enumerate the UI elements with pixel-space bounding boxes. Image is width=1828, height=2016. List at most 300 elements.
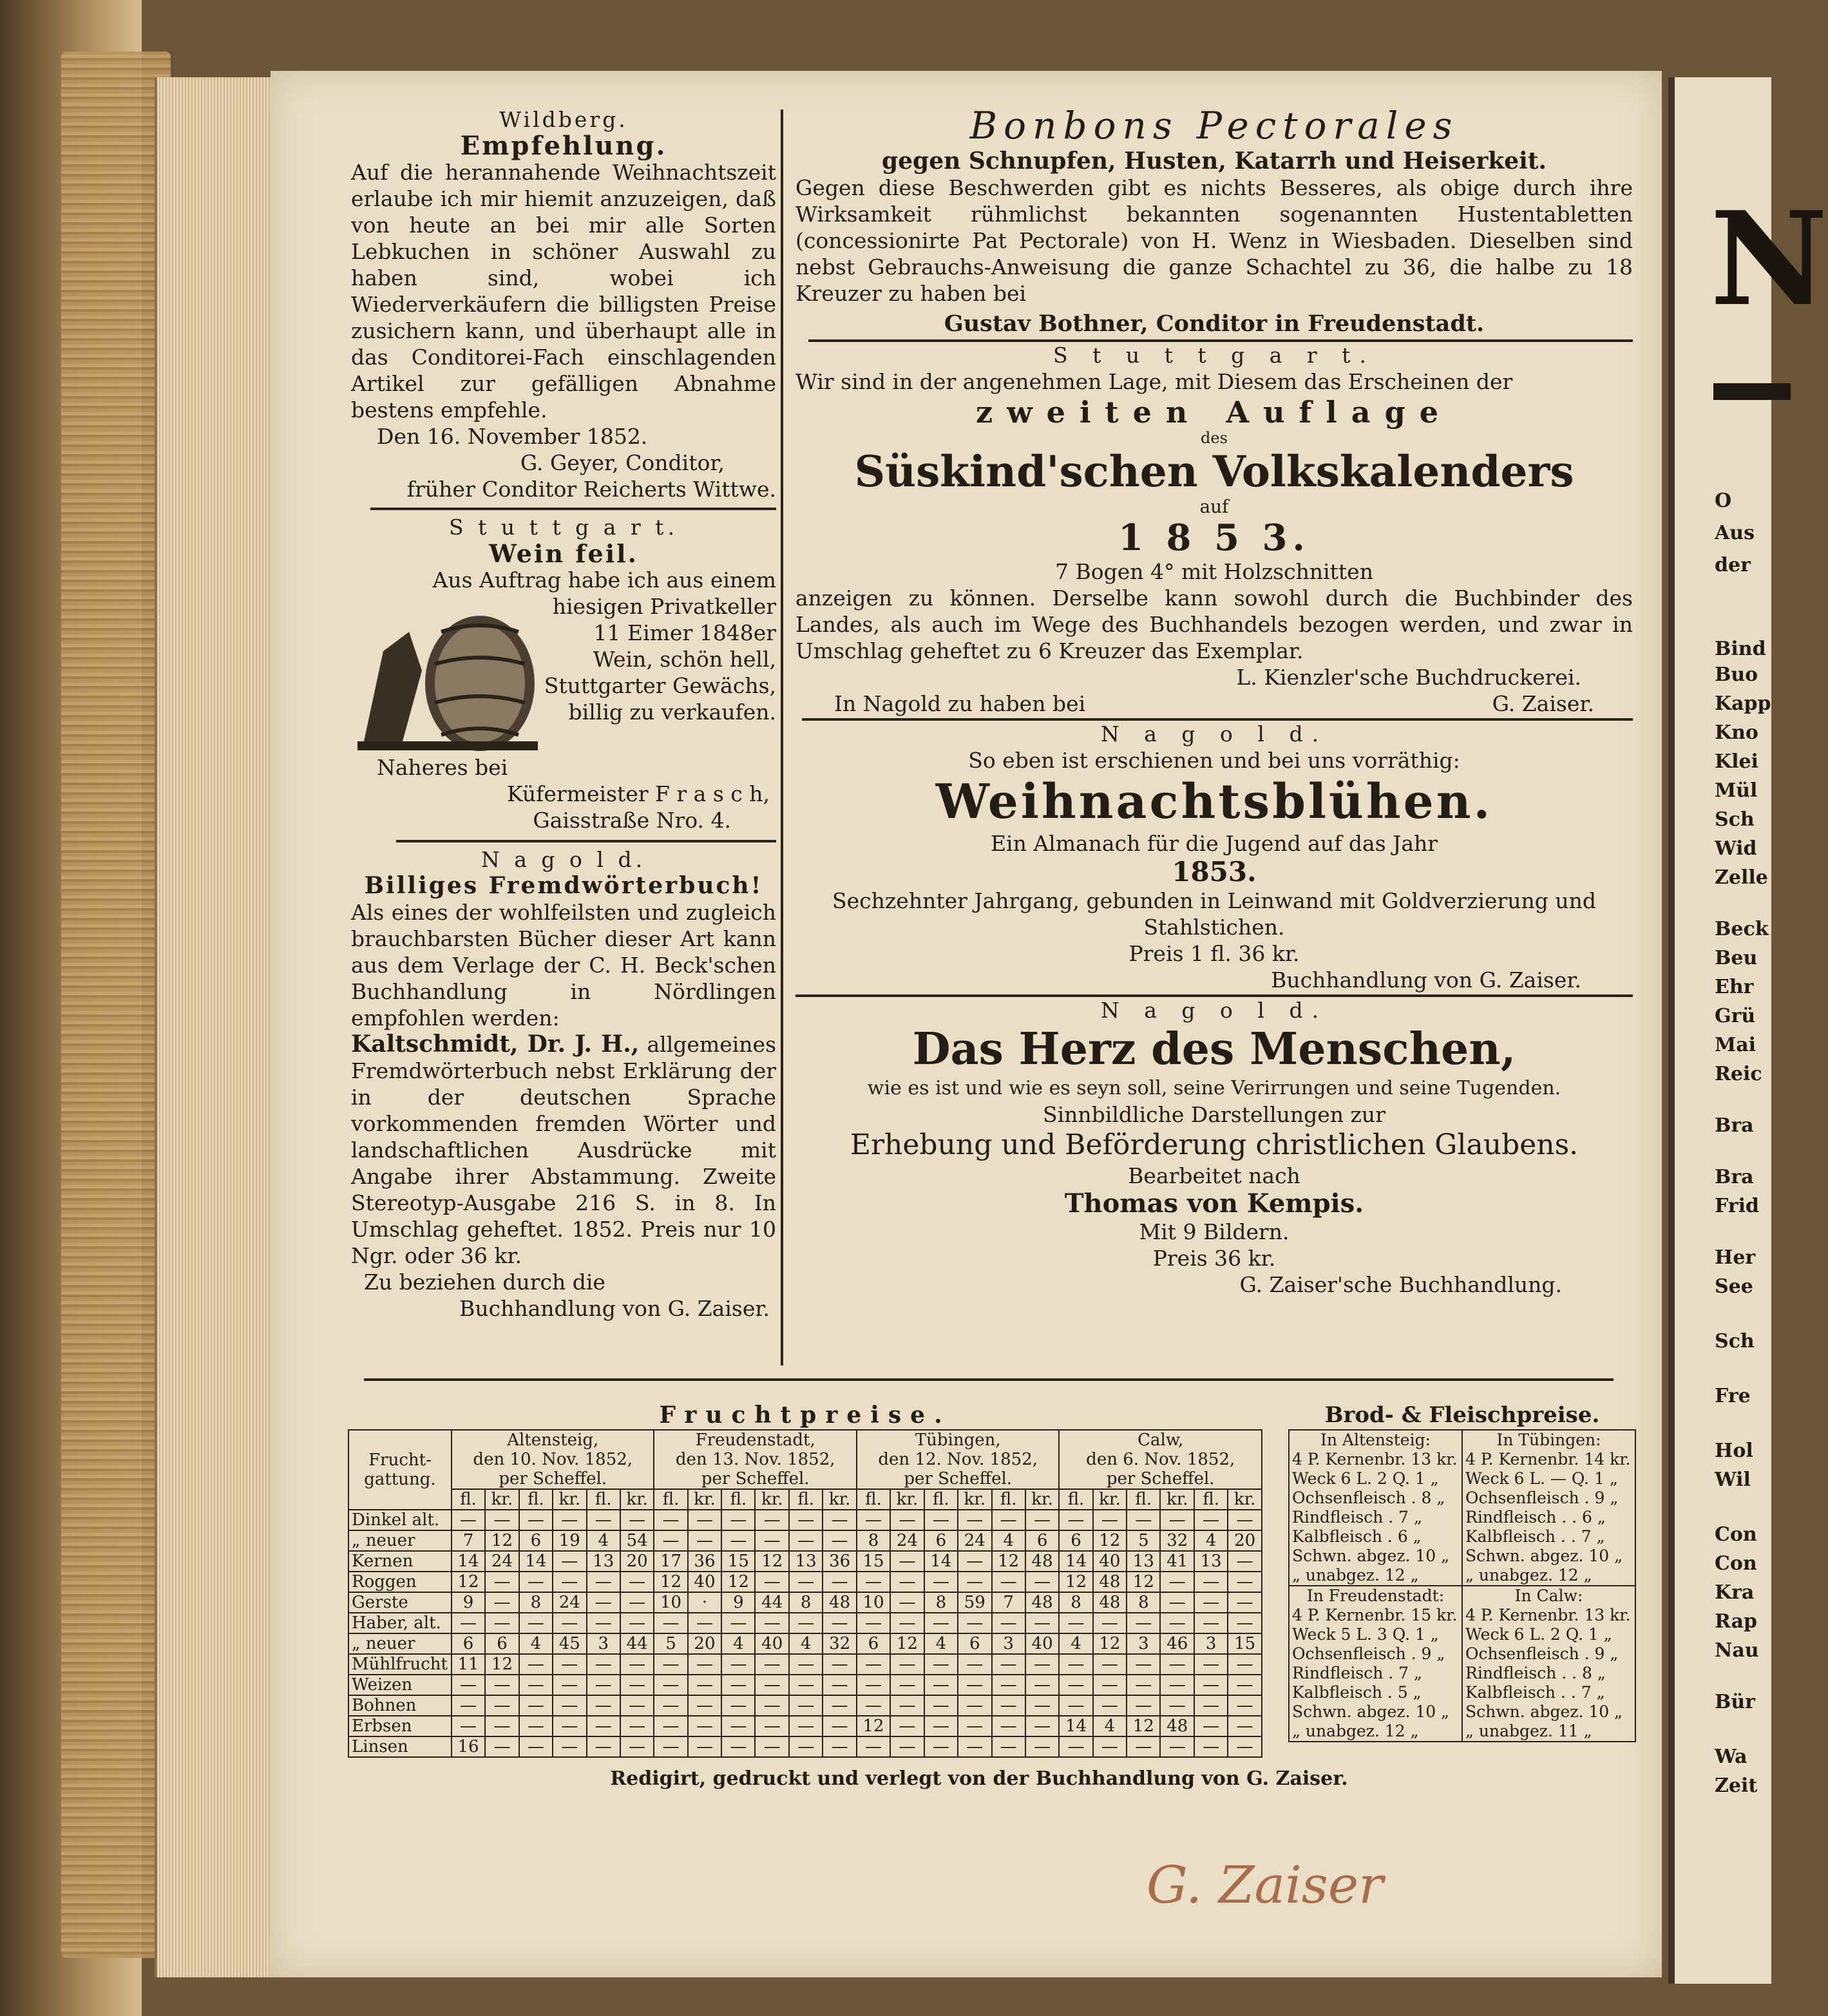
table-subheader-cell: fl. (857, 1489, 890, 1510)
table-cell: — (452, 1716, 485, 1736)
table-cell: 14 (924, 1551, 958, 1572)
table-cell: — (1093, 1736, 1127, 1757)
table-cell: — (553, 1510, 587, 1530)
ad-sign: G. Geyer, Conditor, (520, 450, 725, 475)
ad-sign: G. Zaiser. (1492, 691, 1594, 716)
ad-text: hiesigen Privatkeller (552, 594, 776, 619)
table-cell: — (688, 1654, 722, 1675)
table-cell: 15 (857, 1551, 890, 1572)
ad-sign: Buchhandlung von G. Zaiser. (459, 1296, 770, 1321)
table-cell: — (924, 1572, 958, 1592)
table-cell: — (553, 1613, 587, 1633)
table-cell: — (1160, 1736, 1194, 1757)
table-cell: — (1194, 1736, 1228, 1757)
table-row (348, 1510, 1262, 1530)
left-column (351, 106, 776, 1322)
ad-title: Weihnachtsblühen. (935, 774, 1493, 830)
table-cell: — (1194, 1716, 1228, 1736)
table-cell: — (485, 1736, 519, 1757)
table-cell: — (721, 1613, 755, 1633)
table-cell: 12 (1093, 1530, 1127, 1551)
table-cell: — (992, 1695, 1025, 1716)
table-cell: — (1228, 1736, 1262, 1757)
table-cell: — (553, 1716, 587, 1736)
table-row (348, 1551, 1262, 1572)
table-cell: — (755, 1695, 789, 1716)
table-cell: — (519, 1695, 553, 1716)
table-cell: — (992, 1613, 1025, 1633)
table-cell: — (452, 1510, 485, 1530)
table-cell: 13 (587, 1551, 620, 1572)
table-row (348, 1592, 1262, 1613)
table-subheader-cell: fl. (519, 1489, 553, 1510)
table-cell: — (1194, 1572, 1228, 1592)
table-cell: 12 (1127, 1716, 1160, 1736)
next-page-word: See (1715, 1275, 1753, 1298)
table-cell: — (924, 1613, 958, 1633)
ad-text: So eben ist erschienen und bei uns vorräthig: (968, 748, 1460, 773)
table-cell: 45 (553, 1633, 587, 1654)
table-cell: — (958, 1613, 992, 1633)
table-cell: — (452, 1695, 485, 1716)
ad-subtitle: gegen Schnupfen, Husten, Katarrh und Heiserkeit. (881, 147, 1547, 175)
table-cell: — (1025, 1716, 1060, 1736)
table-cell: — (654, 1613, 687, 1633)
table-cell: — (485, 1572, 519, 1592)
table-cell: — (1228, 1695, 1262, 1716)
ad-text: billig zu verkaufen. (568, 699, 776, 725)
table-cell: 5 (1127, 1530, 1160, 1551)
table-cell: — (519, 1736, 553, 1757)
table-row-label: Gerste (348, 1592, 452, 1613)
table-cell: — (620, 1675, 654, 1695)
table-cell: 20 (688, 1633, 722, 1654)
table-subheader-cell: kr. (553, 1489, 587, 1510)
table-cell: 8 (1127, 1592, 1160, 1613)
table-cell: — (485, 1613, 519, 1633)
next-page-word: Kapp (1715, 692, 1771, 715)
table-cell: 20 (620, 1551, 654, 1572)
table-cell: — (1127, 1613, 1160, 1633)
table-cell: — (992, 1654, 1025, 1675)
next-page-word: Reic (1715, 1063, 1762, 1085)
table-cell: 16 (452, 1736, 485, 1757)
table-header-cell: Calw, den 6. Nov. 1852, per Scheffel. (1059, 1430, 1262, 1489)
ad-title: Empfehlung. (460, 131, 667, 161)
right-column (795, 103, 1633, 1298)
column-divider (781, 109, 783, 1365)
brod-title: Brod- & Fleischpreise. (1324, 1402, 1600, 1428)
table-cell: — (519, 1510, 553, 1530)
table-cell: — (721, 1675, 755, 1695)
table-cell: — (789, 1695, 823, 1716)
table-cell: 48 (1160, 1716, 1194, 1736)
table-cell: — (485, 1675, 519, 1695)
table-cell: — (721, 1736, 755, 1757)
ad-place: N a g o l d. (481, 847, 647, 872)
next-page-word: Beck (1715, 918, 1769, 940)
table-cell: — (857, 1510, 890, 1530)
table-cell: 3 (1127, 1633, 1160, 1654)
next-page-word: Mül (1715, 779, 1758, 802)
table-cell: — (620, 1572, 654, 1592)
table-header-cell: Frucht-gattung. (348, 1430, 452, 1510)
ad-title: Bonbons Pectorales (969, 104, 1459, 147)
table-cell: — (823, 1695, 857, 1716)
table-cell: — (1194, 1613, 1228, 1633)
table-row-label: „ neuer (348, 1633, 452, 1654)
next-page-word: Con (1715, 1523, 1757, 1546)
table-cell: — (620, 1510, 654, 1530)
table-header-cell: Tübingen, den 12. Nov. 1852, per Scheffel. (857, 1430, 1059, 1489)
table-cell: — (587, 1695, 620, 1716)
table-cell: — (1228, 1572, 1262, 1592)
ad-place: S t u t t g a r t. (1053, 343, 1375, 368)
table-cell: 4 (1194, 1530, 1228, 1551)
next-page-word: Zeit (1715, 1774, 1758, 1797)
table-cell: — (755, 1613, 789, 1633)
table-cell: 7 (452, 1530, 485, 1551)
table-cell: — (1228, 1716, 1262, 1736)
next-page-word: Con (1715, 1552, 1757, 1575)
table-cell: 46 (1160, 1633, 1194, 1654)
page-stack (155, 77, 286, 1977)
table-cell: 10 (857, 1592, 890, 1613)
table-cell: — (857, 1736, 890, 1757)
table-cell: 48 (823, 1592, 857, 1613)
table-cell: 4 (1093, 1716, 1127, 1736)
rule (370, 508, 776, 510)
ad-text: Als eines der wohlfeilsten und zugleich brauchbarsten Bücher dieser Art kann aus dem Verlage der C. H. Beck'schen Buchhandlung in Nördlingen empfohlen werden: (351, 900, 776, 1031)
next-page-word: Mai (1715, 1034, 1757, 1056)
table-cell: — (620, 1736, 654, 1757)
table-cell: — (587, 1592, 620, 1613)
next-page-word: Bra (1715, 1166, 1754, 1188)
table-cell: — (485, 1716, 519, 1736)
table-cell: — (452, 1675, 485, 1695)
table-cell: — (755, 1530, 789, 1551)
table-cell: 20 (1228, 1530, 1262, 1551)
table-cell: 40 (688, 1572, 722, 1592)
table-cell: — (1127, 1736, 1160, 1757)
table-cell: — (1093, 1613, 1127, 1633)
table-cell: — (1228, 1510, 1262, 1530)
ad-subtitle: Erhebung und Beförderung christlichen Glaubens. (850, 1128, 1579, 1161)
ad-text: Zu beziehen durch die (364, 1270, 605, 1295)
table-cell: — (1127, 1675, 1160, 1695)
next-page-word: Her (1715, 1246, 1756, 1269)
ad-sign: L. Kienzler'sche Buchdruckerei. (1236, 665, 1581, 690)
ad-title: Das Herz des Menschen, (912, 1023, 1516, 1075)
table-cell: 36 (688, 1551, 722, 1572)
table-cell: — (688, 1510, 722, 1530)
table-cell: — (1093, 1675, 1127, 1695)
table-subheader-cell: kr. (755, 1489, 789, 1510)
ad-sign: Gaisstraße Nro. 4. (533, 808, 731, 833)
table-cell: 14 (519, 1551, 553, 1572)
table-cell: — (485, 1695, 519, 1716)
table-cell: — (587, 1572, 620, 1592)
table-cell: 13 (789, 1551, 823, 1572)
next-page-word: Kra (1715, 1581, 1755, 1604)
table-cell: 6 (1059, 1530, 1092, 1551)
table-cell: — (1093, 1695, 1127, 1716)
table-cell: 12 (857, 1716, 890, 1736)
table-cell: — (890, 1510, 924, 1530)
table-header-row (348, 1430, 1262, 1489)
table-cell: — (857, 1613, 890, 1633)
ad-kalender (795, 342, 1633, 717)
next-page-word: Nau (1715, 1639, 1759, 1662)
table-subheader-cell: kr. (823, 1489, 857, 1510)
next-page-word: Ehr (1715, 976, 1754, 998)
table-subheader-cell: fl. (1194, 1489, 1228, 1510)
table-cell: — (654, 1654, 687, 1675)
table-cell: 24 (553, 1592, 587, 1613)
table-cell: — (688, 1695, 722, 1716)
table-cell: 4 (789, 1633, 823, 1654)
table-cell: — (958, 1716, 992, 1736)
table-cell: — (654, 1675, 687, 1695)
ad-sign: Buchhandlung von G. Zaiser. (1271, 967, 1581, 993)
ad-text: Auf die herannahende Weihnachtszeit erlaube ich mir hiemit anzuzeigen, daß von heute an bei mir alle Sorten Lebkuchen in schöner Auswahl zu haben sind, wobei ich Wiederverkäufern die billigsten Preise zusichern kann, und überhaupt alle in das Conditorei-Fach einschlagenden Artikel zur gefälligen Abnahme bestens empfehle. (351, 160, 776, 423)
next-page-word: Zelle (1715, 866, 1768, 889)
table-cell: — (721, 1695, 755, 1716)
table-cell: — (958, 1654, 992, 1675)
table-subheader-cell: kr. (485, 1489, 519, 1510)
table-cell: 9 (721, 1592, 755, 1613)
ad-text: des (1201, 429, 1228, 447)
ad-year: 1853. (1172, 856, 1257, 888)
table-cell: 15 (1228, 1633, 1262, 1654)
ad-text: allgemeines Fremdwörterbuch nebst Erklärung der in der deutschen Sprache vorkommenden fremden Wörter und landschaftlichen Ausdrücke mit Angabe ihrer Abstammung. Zweite Stereotyp-Ausgabe 216 S. in 8. In Umschlag geheftet. 1852. Preis nur 10 Ngr. oder 36 kr. (351, 1032, 776, 1268)
table-subheader-cell: fl. (1127, 1489, 1160, 1510)
table-cell: — (1228, 1613, 1262, 1633)
table-cell: — (958, 1572, 992, 1592)
table-header-cell: Altensteig, den 10. Nov. 1852, per Scheffel. (452, 1430, 654, 1489)
next-page-word: Grü (1715, 1005, 1756, 1027)
table-cell: — (890, 1716, 924, 1736)
table-cell: — (823, 1675, 857, 1695)
table-cell: — (1093, 1654, 1127, 1675)
table-cell: — (924, 1736, 958, 1757)
table-cell: — (823, 1654, 857, 1675)
table-cell: — (992, 1675, 1025, 1695)
table-cell: — (789, 1530, 823, 1551)
table-cell: 14 (1059, 1716, 1092, 1736)
table-cell: — (1160, 1592, 1194, 1613)
table-row-label: Erbsen (348, 1716, 452, 1736)
table-cell: — (890, 1654, 924, 1675)
next-page-word: Rap (1715, 1610, 1758, 1633)
table-cell: — (485, 1592, 519, 1613)
table-cell: — (620, 1613, 654, 1633)
table-cell: — (1059, 1510, 1092, 1530)
table-cell: 9 (452, 1592, 485, 1613)
table-cell: — (553, 1736, 587, 1757)
table-cell: 15 (721, 1551, 755, 1572)
table-cell: 5 (654, 1633, 687, 1654)
next-page-word: Sch (1715, 808, 1755, 831)
table-row (348, 1695, 1262, 1716)
rule (396, 840, 776, 842)
table-cell: — (1127, 1510, 1160, 1530)
table-cell: — (755, 1654, 789, 1675)
table-cell: — (992, 1510, 1025, 1530)
table-cell: — (485, 1510, 519, 1530)
table-cell: — (553, 1695, 587, 1716)
table-cell: — (688, 1716, 722, 1736)
table-cell: — (587, 1736, 620, 1757)
table-subheader-cell: kr. (1160, 1489, 1194, 1510)
table-cell: — (958, 1695, 992, 1716)
next-page-word: Wa (1715, 1745, 1747, 1768)
table-cell: — (620, 1592, 654, 1613)
table-cell: 40 (1025, 1633, 1060, 1654)
table-cell: — (688, 1675, 722, 1695)
ad-bonbons (795, 103, 1633, 337)
next-page-word: Hol (1715, 1440, 1753, 1462)
table-cell: 8 (857, 1530, 890, 1551)
ad-text: anzeigen zu können. Derselbe kann sowohl durch die Buchbinder des Landes, als auch im Wege des Buchhandels bezogen werden, und zwar in Umschlag geheftet zu 6 Kreuzer das Exemplar. (795, 585, 1633, 663)
table-cell: — (789, 1736, 823, 1757)
ad-price: Preis 36 kr. (1152, 1246, 1276, 1271)
table-header-cell: Freudenstadt, den 13. Nov. 1852, per Scheffel. (654, 1430, 856, 1489)
table-cell: — (620, 1716, 654, 1736)
table-cell: — (924, 1695, 958, 1716)
table-cell: — (1059, 1654, 1092, 1675)
table-cell: — (857, 1675, 890, 1695)
table-cell: — (519, 1675, 553, 1695)
ad-text: Stuttgarter Gewächs, (544, 673, 776, 698)
table-cell: 10 (654, 1592, 687, 1613)
next-page-word: Frid (1715, 1195, 1759, 1217)
table-subheader-cell: fl. (1059, 1489, 1092, 1510)
table-cell: — (755, 1675, 789, 1695)
table-cell: 3 (587, 1633, 620, 1654)
table-cell: — (890, 1613, 924, 1633)
ad-text: Bearbeitet nach (1128, 1163, 1300, 1188)
table-cell: — (755, 1736, 789, 1757)
table-cell: — (857, 1654, 890, 1675)
table-cell: — (1025, 1572, 1060, 1592)
table-subheader-cell: fl. (452, 1489, 485, 1510)
ad-text: 7 Bogen 4° mit Holzschnitten (1055, 559, 1373, 584)
table-cell: — (1160, 1675, 1194, 1695)
brod-block: In Altensteig: 4 P. Kernenbr. 13 kr. Weck 6 L. 2 Q. 1 „ Ochsenfleisch . 8 „ Rindfleisch . 7 „ Kalbfleisch . 6 „ Schwn. abgez. 10 „ „ unabgez. 12 „ (1289, 1430, 1462, 1586)
table-cell: — (789, 1716, 823, 1736)
table-cell: 3 (1194, 1633, 1228, 1654)
table-cell: — (1059, 1675, 1092, 1695)
table-cell: 48 (1025, 1592, 1060, 1613)
table-row (348, 1736, 1262, 1757)
table-row (348, 1572, 1262, 1592)
table-cell: 4 (587, 1530, 620, 1551)
next-page-word: Klei (1715, 750, 1758, 773)
table-row-label: Weizen (348, 1675, 452, 1695)
table-cell: — (654, 1530, 687, 1551)
table-cell: — (890, 1572, 924, 1592)
table-cell: — (755, 1716, 789, 1736)
table-cell: 8 (519, 1592, 553, 1613)
ad-sign: früher Conditor Reicherts Wittwe. (406, 477, 776, 502)
table-cell: 6 (452, 1633, 485, 1654)
ad-sign: G. Zaiser'sche Buchhandlung. (1239, 1272, 1562, 1297)
table-row (348, 1654, 1262, 1675)
ad-text: Gegen diese Beschwerden gibt es nichts Besseres, als obige durch ihre Wirksamkeit rühmlichst bekannten sogenannten Hustentabletten (concessionirte Pat Pectorale) von H. Wenz in Wiesbaden. Dieselben sind nebst Gebrauchs-Anweisung die ganze Schachtel zu 36, die halbe zu 18 Kreuzer zu haben bei (795, 175, 1633, 306)
table-cell: 32 (1160, 1530, 1194, 1551)
table-cell: — (654, 1695, 687, 1716)
ad-sign: Gustav Bothner, Conditor in Freudenstadt. (944, 310, 1485, 337)
ad-wildberg (351, 106, 776, 502)
table-cell: — (620, 1654, 654, 1675)
ad-text: Sechzehnter Jahrgang, gebunden in Leinwand mit Goldverzierung und Stahlstichen. (832, 888, 1596, 940)
table-cell: — (958, 1675, 992, 1695)
table-cell: — (587, 1716, 620, 1736)
next-page-word: Beu (1715, 947, 1758, 969)
ad-text: Ein Almanach für die Jugend auf das Jahr (990, 831, 1438, 856)
table-cell: — (1160, 1695, 1194, 1716)
table-cell: 59 (958, 1592, 992, 1613)
table-cell: 6 (924, 1530, 958, 1551)
table-cell: 44 (755, 1592, 789, 1613)
table-cell: — (519, 1572, 553, 1592)
table-cell: — (789, 1675, 823, 1695)
table-subheader-cell: kr. (1093, 1489, 1127, 1510)
table-cell: — (721, 1510, 755, 1530)
table-cell: 54 (620, 1530, 654, 1551)
table-cell: 12 (1059, 1572, 1092, 1592)
table-cell: 24 (485, 1551, 519, 1572)
table-cell: — (890, 1592, 924, 1613)
table-subheader-cell: fl. (924, 1489, 958, 1510)
table-cell: — (1025, 1695, 1060, 1716)
prices-section (348, 1401, 1636, 1789)
table-cell: — (755, 1572, 789, 1592)
ad-price: Preis 1 fl. 36 kr. (1128, 941, 1300, 966)
ad-text: Sinnbildliche Darstellungen zur (1043, 1102, 1385, 1127)
ad-text: auf (1199, 496, 1229, 517)
table-subheader-cell: fl. (992, 1489, 1025, 1510)
table-cell: — (1093, 1510, 1127, 1530)
table-cell: — (519, 1654, 553, 1675)
table-cell: — (519, 1613, 553, 1633)
table-cell: — (789, 1613, 823, 1633)
table-cell: — (1127, 1695, 1160, 1716)
table-row-label: Mühlfrucht (348, 1654, 452, 1675)
table-subheader-cell: kr. (890, 1489, 924, 1510)
table-cell: — (823, 1716, 857, 1736)
next-page-word: der (1715, 554, 1751, 576)
table-cell: — (958, 1736, 992, 1757)
table-cell: 17 (654, 1551, 687, 1572)
table-cell: — (721, 1654, 755, 1675)
table-cell: — (519, 1716, 553, 1736)
table-cell: — (553, 1551, 587, 1572)
table-cell: — (553, 1675, 587, 1695)
table-cell: 8 (1059, 1592, 1092, 1613)
table-cell: — (1228, 1654, 1262, 1675)
table-subheader-cell: kr. (688, 1489, 722, 1510)
table-cell: — (789, 1510, 823, 1530)
table-cell: 14 (452, 1551, 485, 1572)
table-cell: 32 (823, 1633, 857, 1654)
next-page-word: Kno (1715, 721, 1758, 744)
ad-text: Wir sind in der angenehmen Lage, mit Diesem das Erscheinen der (795, 369, 1513, 394)
next-page-word: Fre (1715, 1385, 1751, 1407)
brod-block: In Calw: 4 P. Kernenbr. 13 kr. Weck 6 L. 2 Q. 1 „ Ochsenfleisch . 9 „ Rindfleisch . . 8 „ Kalbfleisch . . 7 „ Schwn. abgez. 10 „ „ unabgez. 11 „ (1462, 1586, 1635, 1742)
table-cell: 13 (1127, 1551, 1160, 1572)
